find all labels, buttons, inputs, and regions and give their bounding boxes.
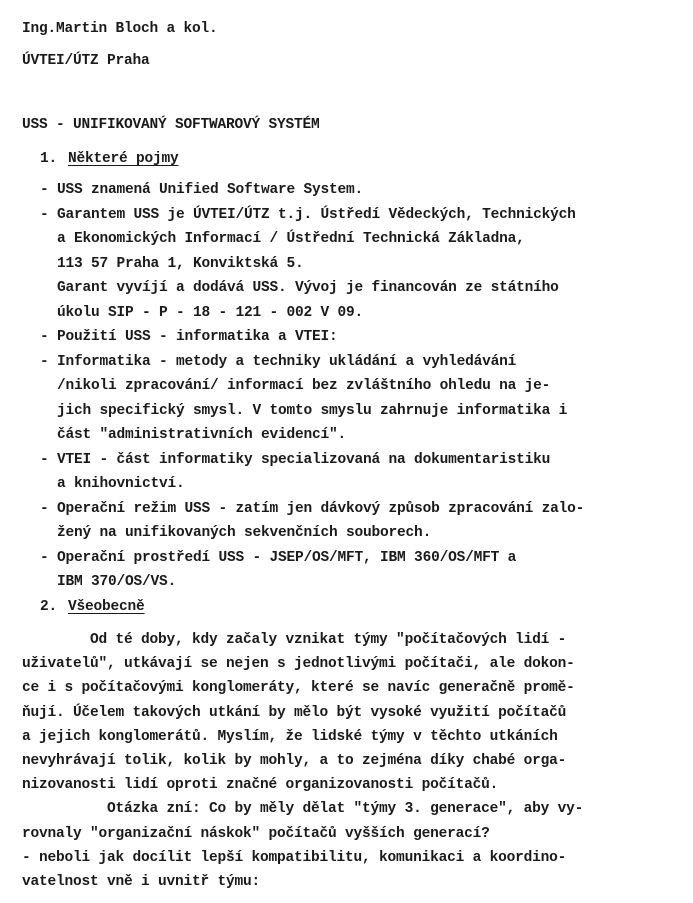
text-line: IBM 370/OS/VS. (40, 574, 177, 590)
paragraph-line: rovnaly "organizační náskok" počítačů vyšších generací? (22, 825, 490, 842)
text-line: - VTEI - část informatiky specializovaná na dokumentaristiku (40, 451, 551, 468)
section-1-number: 1. (40, 151, 58, 167)
author-line: Ing.Martin Bloch a kol. (22, 21, 218, 37)
paragraph-line: nevyhrávají tolik, kolik by mohly, a to zejména díky chabé orga- (22, 753, 567, 769)
text-line: jich specifický smysl. V tomto smyslu zahrnuje informatika i (40, 402, 568, 419)
paragraph-line: - neboli jak docílit lepší kompatibilitu, komunikaci a koordino- (22, 849, 567, 866)
paragraph-line: Od té doby, kdy začaly vznikat týmy "počítačových lidí - (22, 632, 567, 648)
paragraph-line: Otázka zní: Co by měly dělat "týmy 3. generace", aby vy- (22, 801, 584, 818)
text-line: /nikoli zpracování/ informací bez zvláštního ohledu na je- (40, 378, 551, 394)
section-2-number: 2. (40, 599, 58, 615)
text-line: - Použití USS - informatika a VTEI: (40, 329, 338, 345)
text-line: Garant vyvíjí a dodává USS. Vývoj je financován ze státního (40, 280, 559, 296)
text-line: část "administrativních evidencí". (40, 427, 347, 443)
document-title: USS - UNIFIKOVANÝ SOFTWAROVÝ SYSTÉM (22, 117, 320, 133)
text-line: - Garantem USS je ÚVTEI/ÚTZ t.j. Ústředí Vědeckých, Technických (40, 206, 576, 223)
paragraph-line: vatelnost vně i uvnitř týmu: (22, 874, 261, 890)
text-line: úkolu SIP - P - 18 - 121 - 002 V 09. (40, 304, 364, 321)
text-line: a knihovnictví. (40, 476, 185, 492)
text-line: - Informatika - metody a techniky ukládání a vyhledávání (40, 353, 517, 370)
text-line: a Ekonomických Informací / Ústřední Technická Základna, (40, 231, 525, 247)
paragraph-line: uživatelů", utkávají se nejen s jednotlivými počítači, ale dokon- (22, 656, 575, 673)
paragraph-line: nizovanosti lidí oproti značné organizovanosti počítačů. (22, 777, 499, 794)
text-line: 113 57 Praha 1, Konviktská 5. (40, 255, 304, 272)
paragraph-line: a jejich konglomerátů. Myslím, že lidské týmy v těchto utkáních (22, 728, 558, 745)
text-line: - Operační prostředí USS - JSEP/OS/MFT, IBM 360/OS/MFT a (40, 549, 517, 566)
text-line: - Operační režim USS - zatím jen dávkový způsob zpracování zalo- (40, 500, 585, 517)
section-2-heading: Všeobecně (68, 599, 145, 615)
paragraph-line: ce i s počítačovými konglomeráty, které se navíc generačně promě- (22, 680, 575, 697)
paragraph-line: ňují. Účelem takových utkání by mělo být vysoké využití počítačů (22, 704, 567, 721)
text-line: žený na unifikovaných sekvenčních souborech. (40, 525, 432, 541)
section-1-heading: Některé pojmy (68, 151, 179, 167)
institution-line: ÚVTEI/ÚTZ Praha (22, 53, 150, 69)
text-line: - USS znamená Unified Software System. (40, 182, 364, 198)
